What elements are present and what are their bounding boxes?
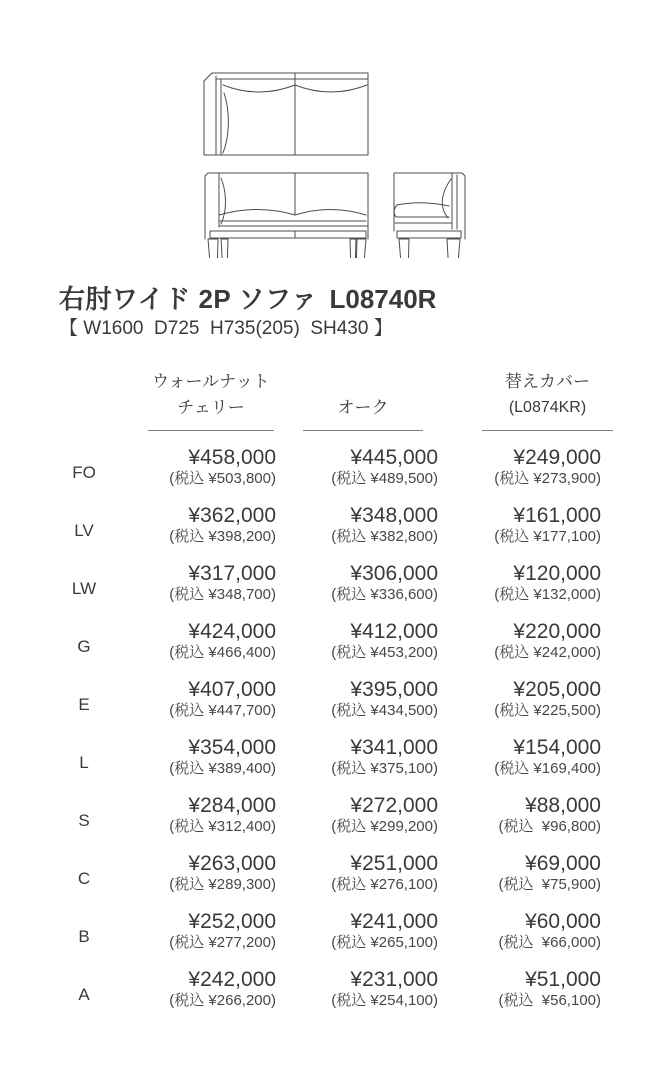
price-walnut-cherry: ¥252,000 <box>188 910 276 933</box>
price-cover: ¥88,000 <box>525 794 601 817</box>
tax-included-price: (税込 ¥299,200) <box>331 818 438 835</box>
tax-included-price: (税込 ¥265,100) <box>331 934 438 951</box>
price-cover: ¥69,000 <box>525 852 601 875</box>
grade-label: LW <box>71 578 97 598</box>
table-row <box>60 504 615 547</box>
price-cover: ¥154,000 <box>513 736 601 759</box>
tax-included-price: (税込 ¥348,700) <box>169 586 276 603</box>
tax-included-price: (税込 ¥503,800) <box>169 470 276 487</box>
price-oak: ¥241,000 <box>350 910 438 933</box>
price-table <box>60 369 615 1011</box>
price-oak: ¥272,000 <box>350 794 438 817</box>
tax-included-price: (税込 ¥336,600) <box>331 586 438 603</box>
price-oak: ¥412,000 <box>350 620 438 643</box>
grade-label: FO <box>72 462 96 482</box>
page-title <box>59 283 436 315</box>
tax-included-price: (税込 ¥56,100) <box>498 992 601 1009</box>
price-oak: ¥251,000 <box>350 852 438 875</box>
price-oak: ¥231,000 <box>350 968 438 991</box>
tax-included-price: (税込 ¥75,900) <box>498 876 601 893</box>
grade-label: G <box>77 636 91 656</box>
tax-included-price: (税込 ¥169,400) <box>494 760 601 777</box>
column-header-line: 替えカバー <box>505 372 590 391</box>
column-header-line: チェリー <box>177 398 245 417</box>
tax-included-price: (税込 ¥466,400) <box>169 644 276 661</box>
price-walnut-cherry: ¥284,000 <box>188 794 276 817</box>
tax-included-price: (税込 ¥389,400) <box>169 760 276 777</box>
grade-label: S <box>78 810 90 830</box>
column-header-line: ウォールナット <box>152 372 270 391</box>
price-oak: ¥395,000 <box>350 678 438 701</box>
price-walnut-cherry: ¥458,000 <box>188 446 276 469</box>
product-name: 右肘ワイド 2P ソファ <box>59 284 318 314</box>
table-row <box>60 910 615 953</box>
tax-included-price: (税込 ¥289,300) <box>169 876 276 893</box>
price-walnut-cherry: ¥263,000 <box>188 852 276 875</box>
price-walnut-cherry: ¥424,000 <box>188 620 276 643</box>
price-walnut-cherry: ¥362,000 <box>188 504 276 527</box>
tax-included-price: (税込 ¥242,000) <box>494 644 601 661</box>
grade-label: E <box>78 694 90 714</box>
grade-label: A <box>78 984 90 1004</box>
grade-label: L <box>79 752 89 772</box>
sofa-front-view <box>205 173 368 258</box>
tax-included-price: (税込 ¥312,400) <box>169 818 276 835</box>
price-cover: ¥120,000 <box>513 562 601 585</box>
price-oak: ¥445,000 <box>350 446 438 469</box>
table-row <box>60 736 615 779</box>
tax-included-price: (税込 ¥277,200) <box>169 934 276 951</box>
tax-included-price: (税込 ¥254,100) <box>331 992 438 1009</box>
grade-label: LV <box>74 520 94 540</box>
price-walnut-cherry: ¥317,000 <box>188 562 276 585</box>
grade-label: B <box>78 926 90 946</box>
column-header-replacement-cover <box>482 369 613 431</box>
product-dimensions: 【 W1600 D725 H735(205) SH430 】 <box>59 318 393 339</box>
tax-included-price: (税込 ¥225,500) <box>494 702 601 719</box>
tax-included-price: (税込 ¥398,200) <box>169 528 276 545</box>
price-oak: ¥341,000 <box>350 736 438 759</box>
tax-included-price: (税込 ¥276,100) <box>331 876 438 893</box>
price-cover: ¥205,000 <box>513 678 601 701</box>
sofa-technical-drawing <box>200 63 470 258</box>
tax-included-price: (税込 ¥66,000) <box>498 934 601 951</box>
price-oak: ¥348,000 <box>350 504 438 527</box>
column-header-walnut-cherry <box>148 369 274 431</box>
tax-included-price: (税込 ¥447,700) <box>169 702 276 719</box>
table-header-row <box>60 369 615 431</box>
price-cover: ¥220,000 <box>513 620 601 643</box>
tax-included-price: (税込 ¥375,100) <box>331 760 438 777</box>
tax-included-price: (税込 ¥96,800) <box>498 818 601 835</box>
price-walnut-cherry: ¥407,000 <box>188 678 276 701</box>
column-header-line: オーク <box>337 398 389 417</box>
title-block <box>59 283 436 341</box>
price-cover: ¥161,000 <box>513 504 601 527</box>
model-code: L08740R <box>329 284 437 314</box>
price-cover: ¥60,000 <box>525 910 601 933</box>
table-row <box>60 446 615 489</box>
table-row <box>60 794 615 837</box>
tax-included-price: (税込 ¥273,900) <box>494 470 601 487</box>
tax-included-price: (税込 ¥489,500) <box>331 470 438 487</box>
table-row <box>60 620 615 663</box>
price-oak: ¥306,000 <box>350 562 438 585</box>
tax-included-price: (税込 ¥453,200) <box>331 644 438 661</box>
sofa-side-view <box>394 173 465 258</box>
price-cover: ¥249,000 <box>513 446 601 469</box>
tax-included-price: (税込 ¥382,800) <box>331 528 438 545</box>
price-cover: ¥51,000 <box>525 968 601 991</box>
tax-included-price: (税込 ¥177,100) <box>494 528 601 545</box>
grade-label: C <box>77 868 91 888</box>
tax-included-price: (税込 ¥266,200) <box>169 992 276 1009</box>
column-header-line: (L0874KR) <box>508 399 587 416</box>
table-row <box>60 968 615 1011</box>
column-header-oak <box>303 395 423 431</box>
price-walnut-cherry: ¥354,000 <box>188 736 276 759</box>
table-row <box>60 852 615 895</box>
tax-included-price: (税込 ¥132,000) <box>494 586 601 603</box>
table-row <box>60 562 615 605</box>
table-row <box>60 678 615 721</box>
tax-included-price: (税込 ¥434,500) <box>331 702 438 719</box>
price-walnut-cherry: ¥242,000 <box>188 968 276 991</box>
sofa-top-view <box>204 73 368 155</box>
